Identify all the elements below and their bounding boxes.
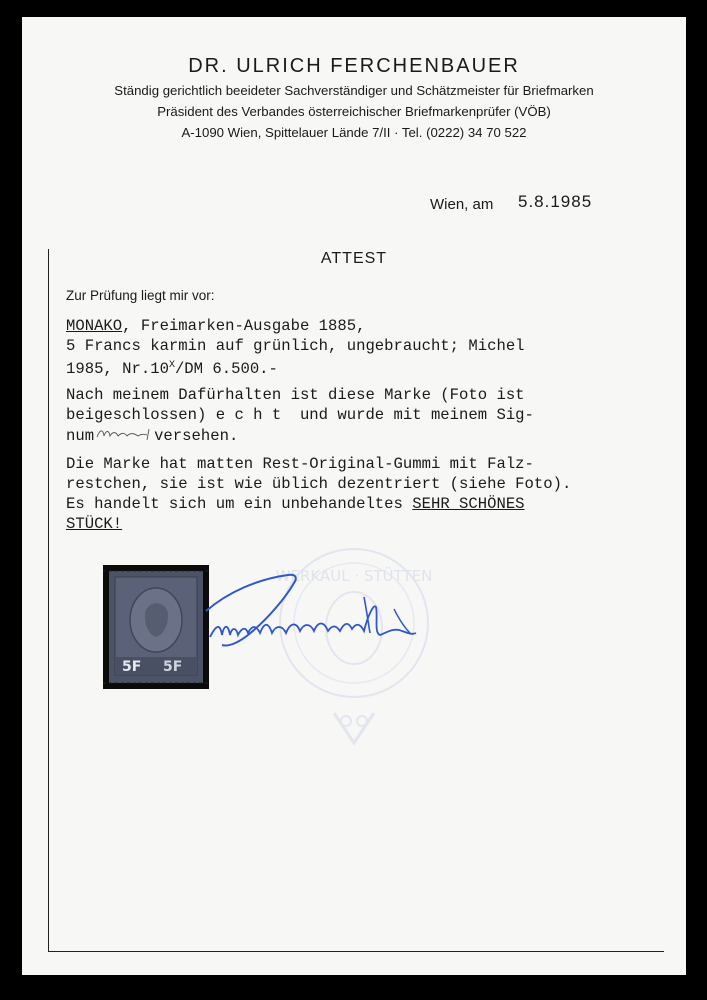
para1-line3 — [66, 356, 278, 379]
letterhead-line-3: A-1090 Wien, Spittelauer Lände 7/II · Tel. (0222) 34 70 522 — [181, 125, 527, 140]
attest-title: ATTEST — [320, 250, 388, 267]
para1-line1 — [66, 316, 365, 336]
catalog-number: 1985, Nr.10 — [66, 360, 169, 379]
catalog-value: /DM 6.500.- — [174, 360, 278, 379]
para3-line1: Die Marke hat matten Rest-Original-Gummi mit Falz- — [66, 455, 534, 473]
para1-line2: 5 Francs karmin auf grünlich, ungebraucht; Michel — [66, 337, 525, 355]
para3-line3 — [66, 494, 525, 514]
para2-line1: Nach meinem Dafürhalten ist diese Marke (Foto ist — [66, 386, 525, 404]
letterhead-line-1: Ständig gerichtlich beeideter Sachverständiger und Schätzmeister für Briefmarken — [114, 83, 594, 98]
catalog-superscript: X — [168, 360, 175, 371]
para3-line3-text: Es handelt sich um ein unbehandeltes — [66, 495, 413, 513]
date-value: 5.8.1985 — [518, 192, 593, 211]
para1-line1-rest: , Freimarken-Ausgabe 1885, — [122, 317, 366, 335]
para3-line4: STÜCK! — [66, 515, 123, 533]
signum-mark — [94, 425, 154, 443]
signature — [198, 547, 438, 667]
stamp-photo — [103, 565, 209, 689]
intro-text: Zur Prüfung liegt mir vor: — [66, 288, 215, 303]
para2-line3 — [66, 425, 238, 446]
country-name: MONAKO — [66, 317, 123, 335]
bottom-margin-line — [48, 951, 664, 952]
letterhead-name: DR. ULRICH FERCHENBAUER — [188, 55, 520, 77]
quality-rating: SEHR SCHÖNES — [412, 495, 525, 513]
stamp-image — [103, 565, 209, 689]
para2-line2: beigeschlossen) e c h t und wurde mit meinem Sig- — [66, 406, 534, 424]
left-margin-line — [48, 249, 49, 951]
certificate-page — [22, 17, 686, 975]
seal-text: WERKAUL · STÜTTEN — [275, 567, 433, 585]
stamp-value-right: 5F — [163, 659, 183, 675]
signum-label: num — [66, 427, 95, 445]
stamp-value-left: 5F — [122, 659, 142, 675]
letterhead-line-2: Präsident des Verbandes österreichischer Briefmarkenprüfer (VÖB) — [157, 104, 551, 119]
date-label: Wien, am — [430, 196, 494, 213]
para3-line2: restchen, sie ist wie üblich dezentriert (siehe Foto). — [66, 475, 572, 493]
signum-text: versehen. — [154, 427, 239, 445]
